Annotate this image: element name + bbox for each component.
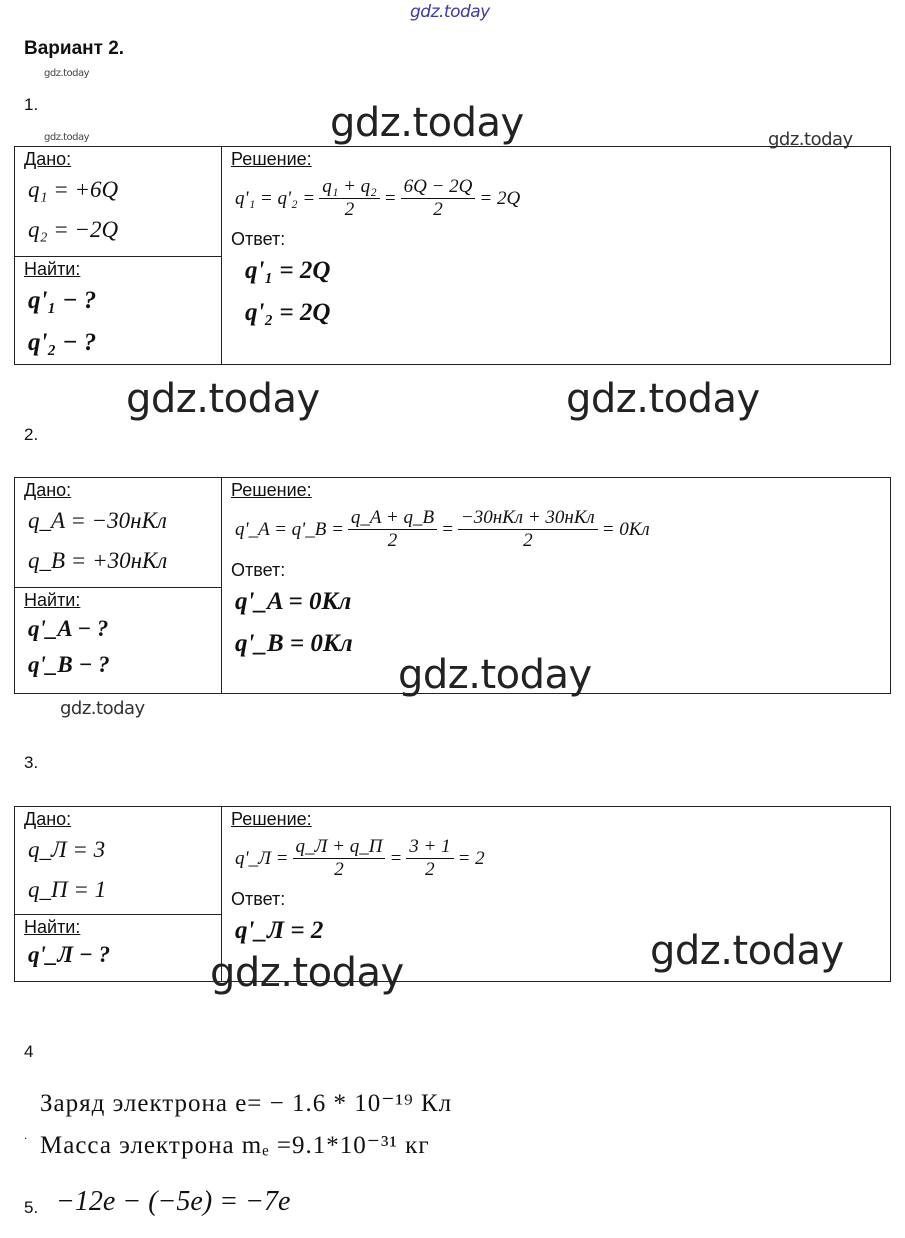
given-cell bbox=[15, 147, 222, 257]
find-cell bbox=[15, 915, 222, 982]
find-label: Найти: bbox=[24, 917, 81, 937]
find-value: q'_Л − ? bbox=[28, 942, 111, 967]
given-cell bbox=[15, 478, 222, 588]
watermark-large: gdz.today bbox=[650, 928, 844, 974]
task-number: 2. bbox=[24, 425, 39, 444]
watermark-small: gdz.today bbox=[44, 132, 90, 143]
find-label: Найти: bbox=[24, 259, 81, 279]
find-value: q'₂ − ? bbox=[28, 329, 97, 356]
page-title: Вариант 2. bbox=[24, 38, 125, 59]
task5-expression: −12e − (−5e) = −7e bbox=[56, 1186, 291, 1217]
solution-formula: q'_A = q'_B = $\frac{q\_A + q\_B}{2}$ = $\frac{\text{−30нКл + 30нКл}}{2}$ = 0Кл bbox=[235, 507, 650, 551]
find-value: q'_A − ? bbox=[28, 616, 109, 641]
answer-value: q'₂ = 2Q bbox=[245, 299, 331, 326]
given-value: q_Л = 3 bbox=[28, 837, 106, 862]
find-cell bbox=[15, 588, 222, 694]
watermark-small: gdz.today bbox=[44, 68, 90, 79]
given-value: q_B = +30нКл bbox=[28, 548, 168, 573]
answer-label: Ответ: bbox=[231, 889, 286, 909]
watermark-large: gdz.today bbox=[330, 100, 524, 146]
solution-cell bbox=[222, 147, 891, 365]
given-value: q₂ = −2Q bbox=[28, 217, 119, 242]
find-value: q'₁ − ? bbox=[28, 287, 97, 314]
answer-label: Ответ: bbox=[231, 229, 286, 249]
answer-value: q'_B = 0Кл bbox=[235, 630, 353, 657]
dot-mark: . bbox=[24, 1128, 28, 1142]
find-value: q'_B − ? bbox=[28, 652, 110, 677]
task-number: 3. bbox=[24, 753, 39, 772]
solution-label: Решение: bbox=[231, 149, 312, 169]
electron-mass: Масса электрона mₑ =9.1*10⁻³¹ кг bbox=[40, 1132, 430, 1159]
watermark-large: gdz.today bbox=[210, 950, 404, 996]
solution-formula: q'₁ = q'₂ = $\frac{\text{q₁ + q₂}}{2}$ = $\frac{6Q - 2Q}{2}$ = 2Q bbox=[235, 176, 521, 220]
answer-value: q'_A = 0Кл bbox=[235, 588, 352, 615]
solution-formula: q'_Л = $\frac{q\_Л + q\_П}{2}$ = $\frac{3 + 1}{2}$ = 2 bbox=[235, 836, 485, 880]
given-label: Дано: bbox=[24, 149, 72, 169]
watermark-top: gdz.today bbox=[410, 2, 490, 22]
electron-charge: Заряд электрона e= − 1.6 * 10⁻¹⁹ Кл bbox=[40, 1090, 453, 1117]
given-value: q₁ = +6Q bbox=[28, 177, 119, 202]
task-number: 1. bbox=[24, 95, 39, 114]
task-number: 5. bbox=[24, 1198, 39, 1217]
given-value: q_П = 1 bbox=[28, 877, 107, 902]
given-value: q_A = −30нКл bbox=[28, 508, 167, 533]
given-cell bbox=[15, 807, 222, 915]
answer-label: Ответ: bbox=[231, 560, 286, 580]
task-table bbox=[14, 146, 891, 365]
given-label: Дано: bbox=[24, 480, 72, 500]
solution-label: Решение: bbox=[231, 809, 312, 829]
watermark-large: gdz.today bbox=[398, 652, 592, 698]
find-label: Найти: bbox=[24, 590, 81, 610]
watermark-medium: gdz.today bbox=[60, 698, 145, 719]
watermark-medium: gdz.today bbox=[768, 129, 853, 150]
answer-value: q'₁ = 2Q bbox=[245, 257, 331, 284]
watermark-large: gdz.today bbox=[126, 376, 320, 422]
solution-label: Решение: bbox=[231, 480, 312, 500]
given-label: Дано: bbox=[24, 809, 72, 829]
answer-value: q'_Л = 2 bbox=[235, 917, 324, 944]
watermark-large: gdz.today bbox=[566, 376, 760, 422]
find-cell bbox=[15, 257, 222, 365]
task-number: 4 bbox=[24, 1042, 34, 1061]
